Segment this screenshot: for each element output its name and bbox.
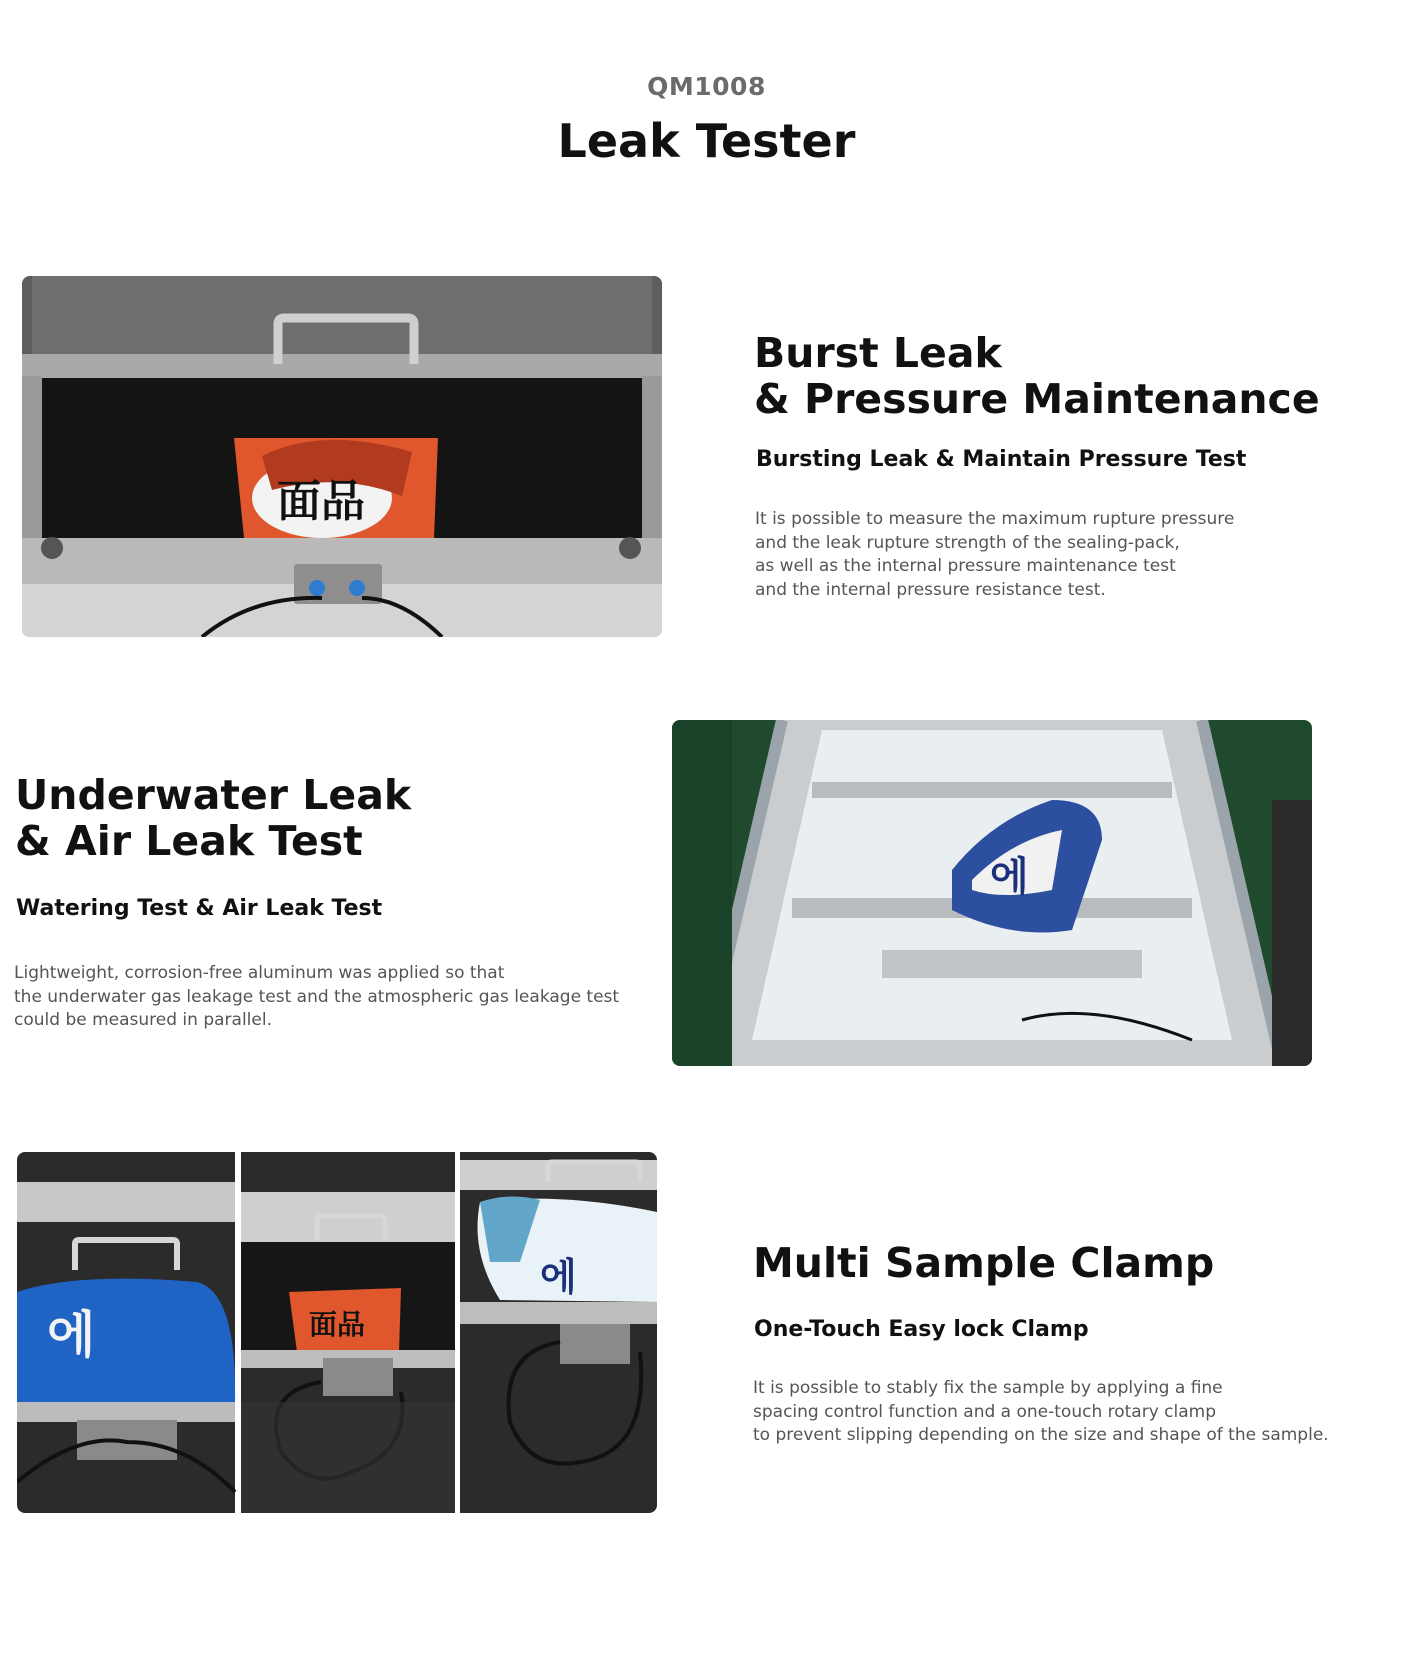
desc-line: It is possible to measure the maximum rupture pressure [755,509,1235,529]
multi-sample-subtitle: One-Touch Easy lock Clamp [754,1317,1089,1342]
burst-leak-description [755,508,1375,602]
multi-sample-description [753,1377,1393,1448]
svg-text:에: 에 [47,1306,96,1364]
page-title: Leak Tester [557,114,856,168]
desc-line: to prevent slipping depending on the size and shape of the sample. [753,1425,1329,1445]
desc-line: and the leak rupture strength of the sealing-pack, [755,532,1180,553]
desc-line: It is possible to stably fix the sample by applying a fine [753,1378,1223,1398]
underwater-description [14,962,654,1033]
burst-leak-subtitle: Bursting Leak & Maintain Pressure Test [756,447,1247,472]
burst-leak-title-line2: & Pressure Maintenance [754,375,1320,423]
svg-text:面品: 面品 [277,476,365,527]
svg-text:에: 에 [990,854,1029,900]
svg-text:에: 에 [540,1255,577,1299]
sample-clamp-photos [17,1152,657,1513]
leak-tester-chamber-photo [22,276,662,637]
underwater-title-line1: Underwater Leak [15,771,412,819]
burst-leak-photo [22,276,662,637]
underwater-subtitle: Watering Test & Air Leak Test [16,896,383,921]
desc-line: as well as the internal pressure maintenance test [755,556,1176,576]
desc-line: spacing control function and a one-touch rotary clamp [753,1401,1217,1422]
underwater-title-line2: & Air Leak Test [15,817,363,865]
underwater-tank-photo [672,720,1312,1066]
multi-sample-title: Multi Sample Clamp [753,1239,1215,1287]
desc-line: and the internal pressure resistance test. [755,579,1106,600]
burst-leak-title-line1: Burst Leak [754,329,1002,377]
underwater-photo [672,720,1312,1066]
clamp-photos [17,1152,657,1513]
desc-line: Lightweight, corrosion-free aluminum was applied so that [14,963,505,983]
desc-line: the underwater gas leakage test and the atmospheric gas leakage test [14,986,620,1007]
model-number: QM1008 [647,72,766,101]
desc-line: could be measured in parallel. [14,1010,272,1030]
svg-text:面品: 面品 [309,1308,366,1341]
